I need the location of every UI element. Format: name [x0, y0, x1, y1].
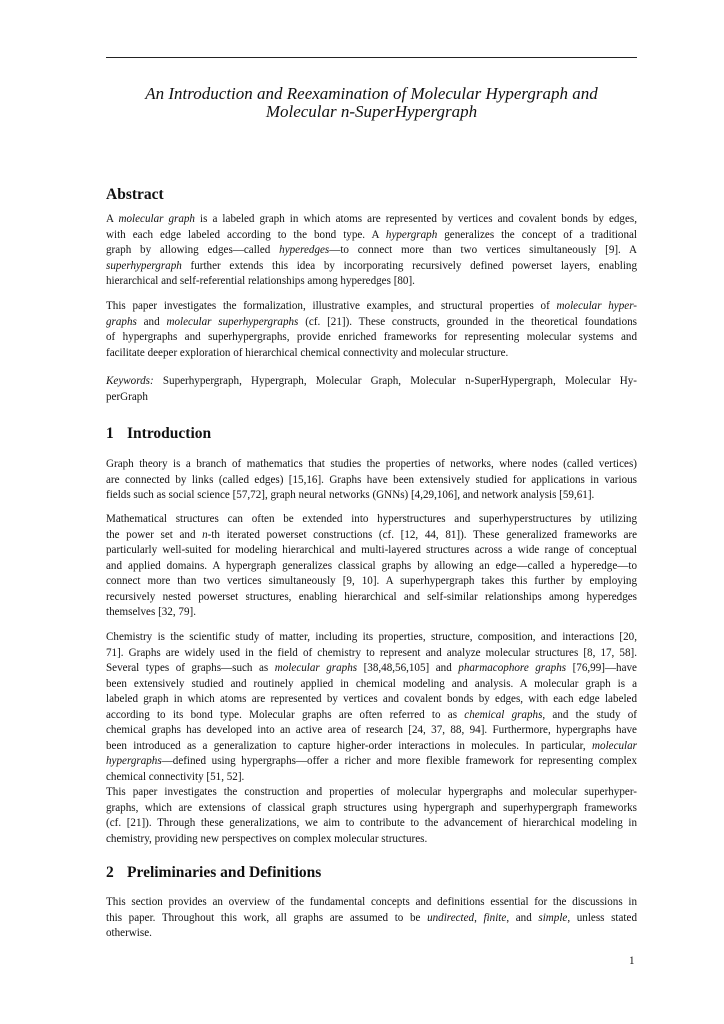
text-line: themselves [32, 79].: [106, 606, 196, 618]
text-line: Several types of graphs—such as molecular graphs [38,48,56,105] and pharmacophore graphs [76,99]—have: [106, 662, 637, 674]
text-line: recursively nested powerset structures, enabling hierarchical and self-similar relationships among hyperedges: [106, 590, 637, 603]
text-line: perGraph: [106, 390, 148, 403]
text-line: This section provides an overview of the fundamental concepts and definitions essential for the discussions in: [106, 896, 637, 908]
text-line: of hypergraphs and superhypergraphs, provide enriched frameworks for representing molecular systems and: [106, 331, 637, 343]
text-line: particularly well-suited for modeling hierarchical and multi-layered structures across a wide range of conceptual: [106, 544, 637, 556]
text-line: according to its bond type. Molecular graphs are often referred to as chemical graphs, and the study of: [106, 708, 637, 721]
text-line: been extensively studied and routinely applied in chemical modeling and analysis. A molecular graph is a: [106, 677, 637, 690]
intro-paragraph-1: [106, 457, 637, 504]
text-line: Chemistry is the scientific study of matter, including its properties, structure, composition, and interactions [20,: [106, 631, 637, 643]
section-heading-preliminaries: 2 Preliminaries and Definitions: [106, 864, 322, 881]
text-line: chemical graphs has developed into an active area of research [24, 37, 88, 94]. Furthermore, hypergraphs have: [106, 724, 637, 736]
title-line: An Introduction and Reexamination of Molecular Hypergraph and: [145, 84, 598, 103]
text-line: been introduced as a generalization to capture higher-order interactions in molecules. In particular, molecular: [106, 739, 637, 752]
prelim-paragraph-1: [106, 895, 637, 942]
text-line: (cf. [21]). Through these generalizations, we aim to contribute to the advancement of hierarchical modeling in: [106, 817, 637, 829]
text-line: chemical connectivity [51, 52].: [106, 770, 245, 783]
text-line: Mathematical structures can often be extended into hyperstructures and superhyperstructures by utilizing: [106, 513, 637, 525]
text-line: graphs and molecular superhypergraphs (cf. [21]). These constructs, grounded in the theoretical foundations: [106, 315, 637, 328]
top-rule: [106, 57, 637, 58]
text-line: labeled graph in which atoms are represented by vertices and covalent bonds by edges, with each edge labeled: [106, 693, 637, 705]
text-line: and applied domains. A hypergraph generalizes classical graphs by allowing an edge—called a hyperedge—to: [106, 559, 637, 572]
keywords-label: Keywords:: [106, 375, 154, 387]
text-line: superhypergraph further extends this idea by incorporating recursively defined powerset layers, enabling: [106, 259, 637, 272]
paper-title: [106, 85, 637, 121]
text-line: the power set and n-th iterated powerset constructions (cf. [12, 44, 81]). These generalized frameworks are: [106, 528, 637, 541]
text-line: graph by allowing edges—called hyperedges—to connect more than two vertices simultaneously [9]. A: [106, 244, 638, 256]
text-line: this paper. Throughout this work, all graphs are assumed to be undirected, finite, and simple, unless stated: [106, 911, 637, 924]
title-line: Molecular n-SuperHypergraph: [265, 102, 478, 121]
abstract-heading: Abstract: [106, 186, 164, 203]
text-line: hierarchical and self-referential relationships among hyperedges [80].: [106, 275, 415, 287]
text-line: facilitate deeper exploration of hierarchical chemical connectivity and molecular structure.: [106, 346, 509, 359]
section-heading-introduction: 1 Introduction: [106, 425, 212, 442]
text-line: This paper investigates the construction and properties of molecular hypergraphs and molecular superhyper-: [106, 786, 637, 798]
text-line: hypergraphs—defined using hypergraphs—offer a richer and more flexible framework for representing complex: [106, 755, 637, 767]
text-line: This paper investigates the formalization, illustrative examples, and structural properties of molecular hyper-: [106, 300, 637, 312]
intro-paragraph-3: [106, 630, 637, 785]
abstract-paragraph-2: [106, 299, 637, 361]
text-line: graphs, which are extensions of classical graph structures using hypergraph and superhypergraph frameworks: [106, 801, 637, 814]
text-line: 71]. Graphs are widely used in the field of chemistry to represent and analyze molecular structures [8, 17, 58].: [106, 646, 637, 659]
text-line: Graph theory is a branch of mathematics that studies the properties of networks, where nodes (called vertices): [106, 458, 637, 470]
text-line: fields such as social science [57,72], graph neural networks (GNNs) [4,29,106], and network analysis [59,61].: [106, 489, 595, 501]
text-line: chemistry, providing new perspectives on complex molecular structures.: [106, 832, 428, 845]
text-line: are connected by links (called edges) [15,16]. Graphs have been extensively studied for applications in various: [106, 473, 637, 486]
intro-paragraph-4: [106, 785, 637, 847]
text-line: connect more than two vertices simultaneously [9, 10]. A superhypergraph takes this further by employing: [106, 575, 637, 587]
abstract-paragraph-1: [106, 212, 637, 290]
text-line: otherwise.: [106, 927, 152, 939]
text-line: Keywords: Superhypergraph, Hypergraph, Molecular Graph, Molecular n-SuperHypergraph, Molecular Hy-: [106, 375, 637, 387]
keywords: [106, 374, 637, 405]
text-line: with each edge labeled according to the bond type. A hypergraph generalizes the concept of a traditional: [106, 228, 638, 241]
text-line: A molecular graph is a labeled graph in which atoms are represented by vertices and covalent bonds by edges,: [106, 213, 637, 225]
intro-paragraph-2: [106, 512, 637, 621]
page-number: 1: [629, 955, 635, 967]
